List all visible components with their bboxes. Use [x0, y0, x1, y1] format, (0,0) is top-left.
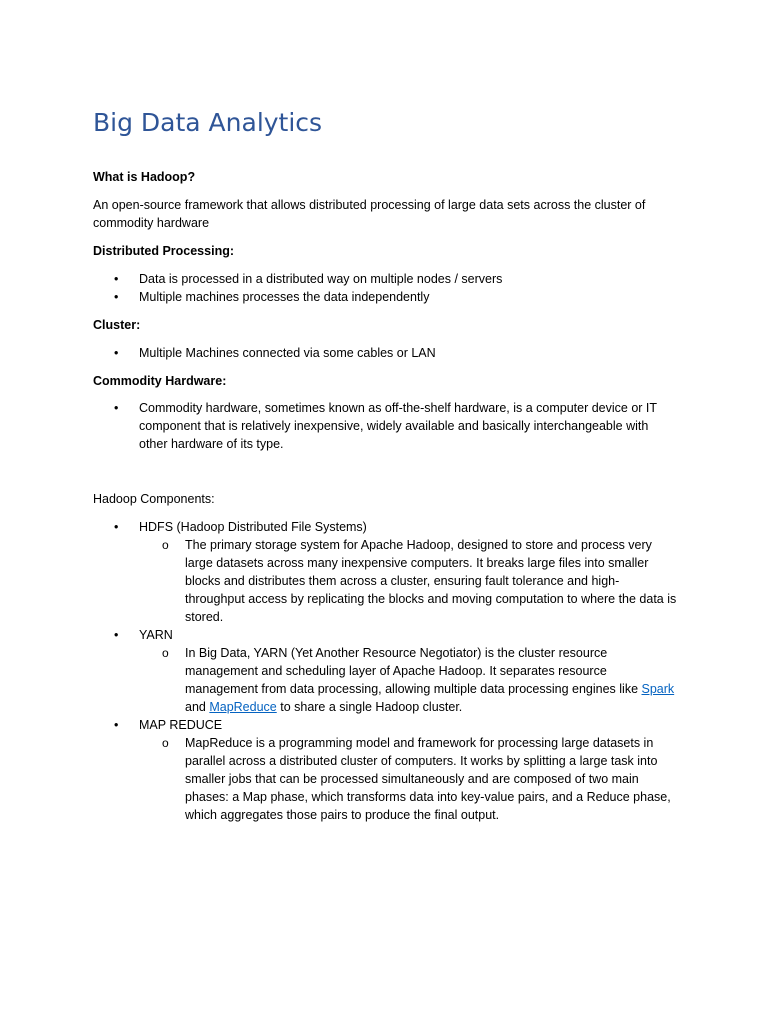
bullet-icon: •	[114, 520, 119, 534]
commodity-heading: Commodity Hardware:	[93, 374, 227, 388]
distributed-list	[93, 270, 678, 306]
mapreduce-desc: MapReduce is a programming model and framework for processing large datasets in parallel across a distributed cluster of computers. It works by splitting a large task into smaller jobs that can be processed simultaneously and are composed of two main phases: a Map phase, which transforms data into key-value pairs, and a Reduce phase, which aggregates those pairs to produce the final output.	[185, 736, 671, 822]
list-item-yarn	[93, 626, 678, 716]
bullet-icon: •	[114, 401, 119, 415]
hadoop-definition: An open-source framework that allows distributed processing of large data sets across the cluster of commodity hardware	[93, 198, 646, 230]
bullet-icon: •	[114, 272, 119, 286]
bullet-icon: •	[114, 628, 119, 642]
sub-list-item	[139, 644, 678, 716]
components-list	[93, 518, 678, 824]
mapreduce-sublist	[139, 734, 678, 824]
yarn-name: YARN	[139, 628, 173, 642]
sub-bullet-icon: o	[162, 646, 169, 660]
commodity-list	[93, 399, 678, 453]
bullet-icon: •	[114, 346, 119, 360]
document-content	[93, 104, 678, 824]
hdfs-sublist	[139, 536, 678, 626]
list-item: • Multiple Machines connected via some cables or LAN	[114, 346, 436, 360]
components-heading: Hadoop Components:	[93, 492, 215, 506]
list-item-hdfs	[93, 518, 678, 626]
list-item-mapreduce	[93, 716, 678, 824]
list-item: • Multiple machines processes the data independently	[114, 290, 430, 304]
sub-list-item	[139, 734, 678, 824]
sub-bullet-icon: o	[162, 736, 169, 750]
list-item: • Commodity hardware, sometimes known as off-the-shelf hardware, is a computer device or IT component that is relatively inexpensive, widely available and basically interchangeable with other hardware of its type.	[114, 401, 657, 451]
spark-link[interactable]: Spark	[641, 682, 675, 696]
distributed-heading: Distributed Processing:	[93, 244, 234, 258]
sub-bullet-icon: o	[162, 538, 169, 552]
cluster-list	[93, 344, 678, 362]
cluster-heading: Cluster:	[93, 318, 141, 332]
bullet-icon: •	[114, 290, 119, 304]
yarn-desc: In Big Data, YARN (Yet Another Resource Negotiator) is the cluster resource management and scheduling layer of Apache Hadoop. It separates resource management from data processing, allowing multiple data processing engines like Spark and MapReduce to share a single Hadoop cluster.	[185, 646, 675, 714]
hdfs-name: HDFS (Hadoop Distributed File Systems)	[139, 520, 367, 534]
list-item: • Data is processed in a distributed way on multiple nodes / servers	[114, 272, 503, 286]
hadoop-heading: What is Hadoop?	[93, 170, 196, 184]
hdfs-desc: The primary storage system for Apache Hadoop, designed to store and process very large datasets across many inexpensive computers. It breaks large files into smaller blocks and distributes them across a cluster, ensuring fault tolerance and high-throughput access by replicating the blocks and moving computation to where the data is stored.	[185, 538, 677, 624]
page-title: Big Data Analytics	[93, 108, 323, 137]
sub-list-item	[139, 536, 678, 626]
mapreduce-link[interactable]: MapReduce	[209, 700, 277, 714]
mapreduce-name: MAP REDUCE	[139, 718, 223, 732]
yarn-sublist	[139, 644, 678, 716]
bullet-icon: •	[114, 718, 119, 732]
